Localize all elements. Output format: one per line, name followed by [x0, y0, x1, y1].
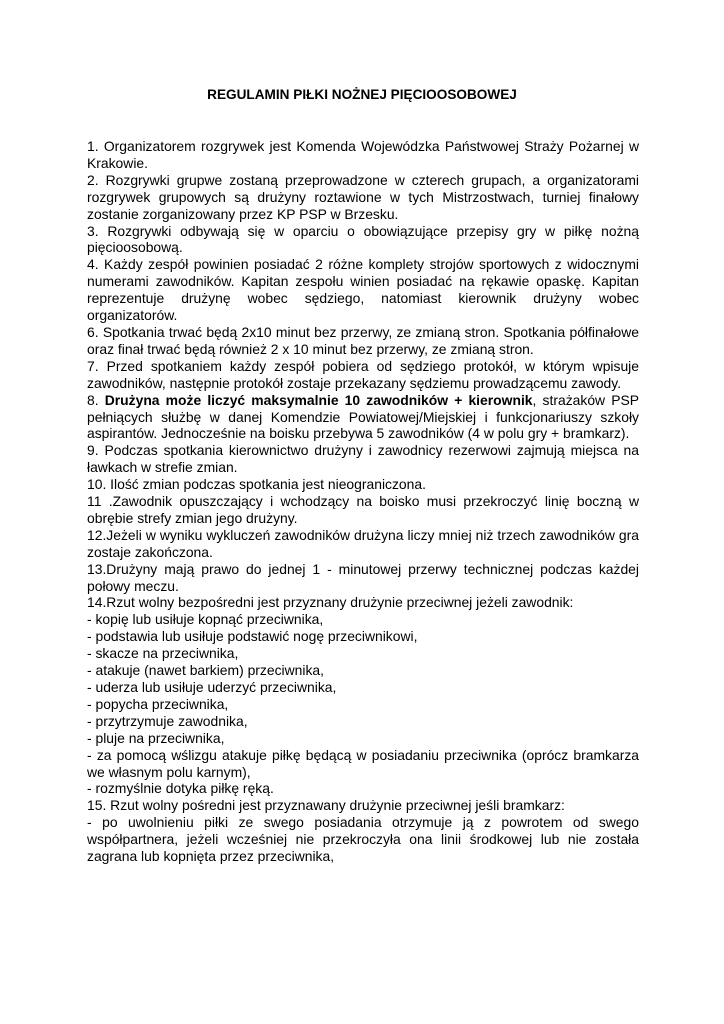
paragraph: 10. Ilość zmian podczas spotkania jest nieograniczona. — [87, 476, 426, 493]
paragraph — [87, 392, 639, 443]
paragraph: 12.Jeżeli w wyniku wykluczeń zawodników drużyna liczy mniej niż trzech zawodników gra zostaje zakończona. — [87, 526, 639, 560]
bold-rule: Drużyna może liczyć maksymalnie 10 zawodników + kierownik — [104, 391, 533, 408]
paragraph: 2. Rozgrywki grupwe zostaną przeprowadzone w czterech grupach, a organizatorami rozgrywek grupowych są drużyny roztawione w tych Mistrzostwach, turniej finałowy zostanie zorganizowany przez KP PSP w Brzesku. — [87, 171, 639, 222]
paragraph: 11 .Zawodnik opuszczający i wchodzący na boisko musi przekroczyć linię boczną w obrębie strefy zmian jego drużyny. — [87, 493, 639, 526]
list-item: - skacze na przeciwnika, — [87, 645, 239, 662]
paragraph: 14.Rzut wolny bezpośredni jest przyznany drużynie przeciwnej jeżeli zawodnik: — [87, 594, 574, 611]
list-item: - po uwolnieniu piłki ze swego posiadania otrzymuje ją z powrotem od swego współpartnera, jeżeli wcześniej nie przekroczyła ona linii środkowej lub nie została zagrana lub kopnięta przez przeciwnika, — [87, 814, 639, 865]
paragraph: 13.Drużyny mają prawo do jednej 1 - minutowej przerwy technicznej podczas każdej połowy meczu. — [87, 560, 639, 594]
paragraph: 6. Spotkania trwać będą 2x10 minut bez przerwy, ze zmianą stron. Spotkania półfinałowe oraz finał trwać będą również 2 x 10 minut bez przerwy, ze zmianą stron. — [87, 323, 639, 357]
paragraph-prefix: 8. — [87, 391, 105, 408]
list-item: - atakuje (nawet barkiem) przeciwnika, — [87, 662, 325, 679]
paragraph: 7. Przed spotkaniem każdy zespół pobiera od sędziego protokół, w którym wpisuje zawodników, następnie protokół zostaje przekazany sędziemu prowadzącemu zawody. — [87, 357, 639, 391]
list-item: - podstawia lub usiłuje podstawić nogę przeciwnikowi, — [87, 628, 418, 645]
list-item: - popycha przeciwnika, — [87, 695, 229, 712]
paragraph: 9. Podczas spotkania kierownictwo drużyny i zawodnicy rezerwowi zajmują miejsca na ławkach w strefie zmian. — [87, 442, 639, 476]
list-item: - kopię lub usiłuje kopnąć przeciwnika, — [87, 611, 324, 628]
document-body — [87, 138, 639, 865]
list-item: - pluje na przeciwnika, — [87, 729, 225, 746]
paragraph: 1. Organizatorem rozgrywek jest Komenda Wojewódzka Państwowej Straży Pożarnej w Krakowie. — [87, 138, 639, 171]
paragraph-rest: , strażaków PSP pełniących służbę w danej Komendzie Powiatowej/Miejskiej i funkcjonariuszy szkoły aspirantów. Jednocześnie na boisku przebywa 5 zawodników (4 w polu gry + bramkarz). — [87, 391, 640, 442]
paragraph: 15. Rzut wolny pośredni jest przyznawany drużynie przeciwnej jeśli bramkarz: — [87, 797, 565, 814]
document-title: REGULAMIN PIŁKI NOŻNEJ PIĘCIOOSOBOWEJ — [207, 87, 517, 102]
paragraph: 4. Każdy zespół powinien posiadać 2 różne komplety strojów sportowych z widocznymi numerami zawodników. Kapitan zespołu winien posiadać na rękawie opaskę. Kapitan reprezentuje drużynę wobec sędziego, natomiast kierownik drużyny wobec organizatorów. — [87, 256, 639, 324]
list-item: - przytrzymuje zawodnika, — [87, 712, 248, 729]
list-item: - za pomocą wślizgu atakuje piłkę będącą w posiadaniu przeciwnika (oprócz bramkarza we własnym polu karnym), — [87, 746, 639, 780]
list-item: - rozmyślnie dotyka piłkę ręką. — [87, 780, 274, 797]
list-item: - uderza lub usiłuje uderzyć przeciwnika, — [87, 679, 337, 695]
paragraph: 3. Rozgrywki odbywają się w oparciu o obowiązujące przepisy gry w piłkę nożną pięcioosobową. — [87, 222, 639, 256]
